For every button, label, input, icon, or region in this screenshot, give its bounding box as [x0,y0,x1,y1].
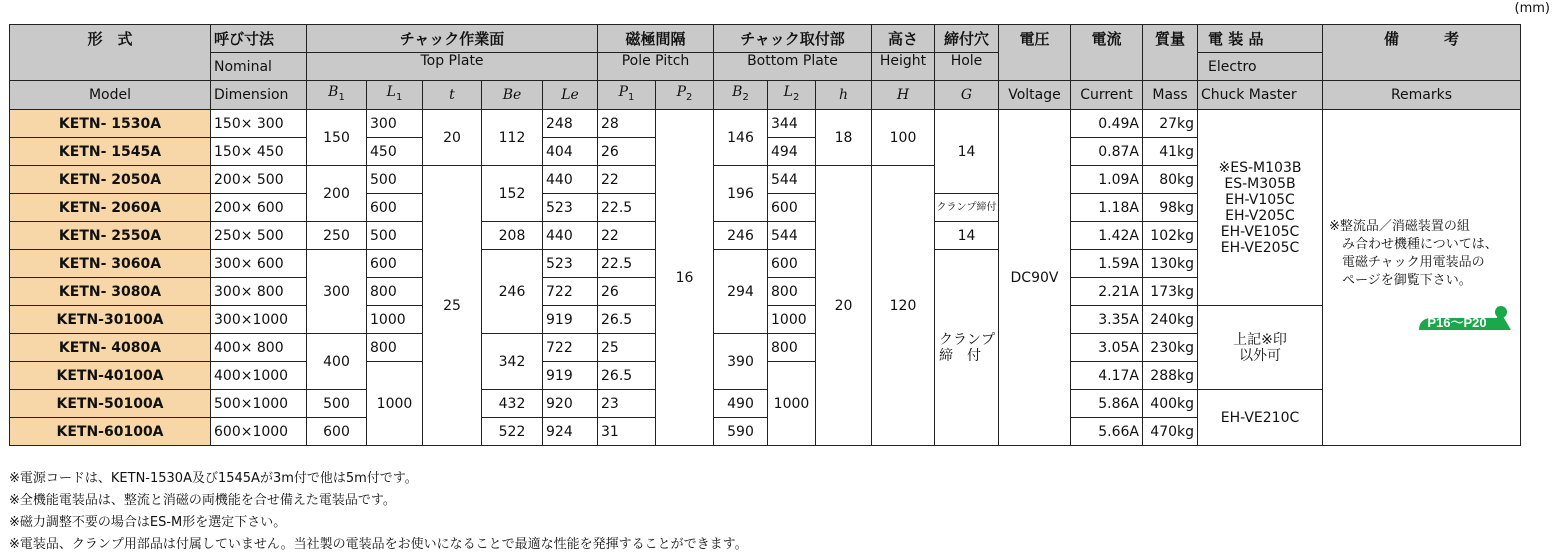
footnote: ※磁力調整不要の場合はES-M形を選定下さい。 [9,515,287,530]
be-cell: 246 [482,250,543,334]
footnote: ※全機能電装品は、整流と消磁の両機能を合せ備えた電装品です。 [9,493,396,508]
nominal-cell: 150× 450 [211,138,307,166]
p1-cell: 26 [598,278,656,306]
header-sym-b2: $B_2$ [714,81,768,110]
l1-cell: 450 [367,138,423,166]
nominal-cell: 300× 800 [211,278,307,306]
header-sym-H: H [872,81,935,110]
be-cell: 112 [482,110,543,166]
footnotes [9,468,748,556]
mass-cell: 98kg [1143,194,1198,222]
spec-table [9,24,1521,446]
le-cell: 440 [543,166,598,194]
b1-cell: 200 [307,166,367,222]
current-cell: 1.42A [1071,222,1143,250]
header-voltage-ja: 電圧 [999,25,1071,81]
header-sym-p2: $P_2$ [656,81,714,110]
hole-cell: 14 [935,110,999,194]
l1-cell: 600 [367,194,423,222]
mass-cell: 173kg [1143,278,1198,306]
b2-cell: 146 [714,110,768,166]
mass-cell: 400kg [1143,390,1198,418]
p1-cell: 23 [598,390,656,418]
le-cell: 523 [543,194,598,222]
be-cell: 152 [482,166,543,222]
p1-cell: 25 [598,334,656,362]
model-cell: KETN-40100A [10,362,211,390]
ec-item: EH-VE105C [1220,223,1300,240]
mass-cell: 41kg [1143,138,1198,166]
header-model-ja: 形 式 [10,25,211,81]
header-height-ja: 高さ [872,25,935,53]
mass-cell: 288kg [1143,362,1198,390]
model-cell: KETN- 3060A [10,250,211,278]
nominal-cell: 500×1000 [211,390,307,418]
current-cell: 1.09A [1071,166,1143,194]
l1-cell: 1000 [367,306,423,334]
current-cell: 3.05A [1071,334,1143,362]
header-top-plate-ja: チャック作業面 [307,25,598,53]
model-cell: KETN- 2060A [10,194,211,222]
p1-cell: 26 [598,138,656,166]
header-current-en: Current [1071,81,1143,110]
header-ec-ja: 電 装 品 [1198,25,1323,53]
voltage-cell: DC90V [999,110,1071,446]
b1-cell: 600 [307,418,367,446]
header-voltage-en: Voltage [999,81,1071,110]
ec-item: ES-M305B [1224,175,1296,192]
le-cell: 919 [543,306,598,334]
current-cell: 1.59A [1071,250,1143,278]
nominal-cell: 200× 500 [211,166,307,194]
ec-item: ※ES-M103B [1218,159,1302,176]
le-cell: 919 [543,362,598,390]
t-cell: 20 [423,110,482,166]
ec-group2-cell: 上記※印 以外可 [1198,306,1323,390]
current-cell: 5.86A [1071,390,1143,418]
header-ec-en1: Electro [1198,53,1323,81]
model-cell: KETN- 1530A [10,110,211,138]
model-cell: KETN- 2050A [10,166,211,194]
l1-cell: 800 [367,278,423,306]
l2-cell: 600 [768,250,816,278]
page-ref-badge[interactable] [1419,306,1511,330]
footnote: ※電源コードは、KETN-1530A及び1545Aが3m付で他は5m付です。 [9,471,418,486]
ec-item: EH-V205C [1225,207,1295,224]
b2-cell: 590 [714,418,768,446]
table-row [10,110,1521,138]
l2-cell: 800 [768,334,816,362]
header-sym-be: Be [482,81,543,110]
b2-cell: 390 [714,334,768,390]
l2-cell: 544 [768,166,816,194]
l2-cell: 544 [768,222,816,250]
p1-cell: 26.5 [598,362,656,390]
header-sym-t: t [423,81,482,110]
unit-label: (mm) [1514,1,1550,16]
b2-cell: 246 [714,222,768,250]
header-sym-l1: $L_1$ [367,81,423,110]
current-cell: 4.17A [1071,362,1143,390]
header-remarks-ja: 備 考 [1323,25,1521,81]
mass-cell: 230kg [1143,334,1198,362]
header-top-plate-en: Top Plate [307,53,598,81]
l2-cell: 800 [768,278,816,306]
header-mass-ja: 質量 [1143,25,1198,81]
mass-cell: 130kg [1143,250,1198,278]
p2-cell: 16 [656,110,714,446]
l1-cell: 300 [367,110,423,138]
l2-cell: 600 [768,194,816,222]
mass-cell: 470kg [1143,418,1198,446]
p1-cell: 22.5 [598,194,656,222]
b2-cell: 294 [714,250,768,334]
model-cell: KETN- 2550A [10,222,211,250]
hole-cell: クランプ締付 [935,194,999,222]
H-cell: 100 [872,110,935,166]
l1-cell: 1000 [367,362,423,446]
nominal-cell: 400× 800 [211,334,307,362]
ec-item: EH-V105C [1225,191,1295,208]
le-cell: 722 [543,278,598,306]
be-cell: 432 [482,390,543,418]
remarks-text: ※整流品／消磁装置の組 み合わせ機種については、 電磁チャック用電装品の ページを御覧下さい。 [1329,219,1498,288]
mass-cell: 27kg [1143,110,1198,138]
b1-cell: 500 [307,390,367,418]
header-pole-pitch-en: Pole Pitch [598,53,714,81]
le-cell: 924 [543,418,598,446]
H-cell: 120 [872,166,935,446]
header-current-ja: 電流 [1071,25,1143,81]
be-cell: 342 [482,334,543,390]
current-cell: 3.35A [1071,306,1143,334]
header-sym-l2: $L_2$ [768,81,816,110]
header-pole-pitch-ja: 磁極間隔 [598,25,714,53]
b1-cell: 300 [307,250,367,334]
le-cell: 523 [543,250,598,278]
t-cell: 25 [423,166,482,446]
nominal-cell: 200× 600 [211,194,307,222]
header-model-en: Model [10,81,211,110]
current-cell: 0.87A [1071,138,1143,166]
nominal-cell: 250× 500 [211,222,307,250]
current-cell: 2.21A [1071,278,1143,306]
header-sym-G: G [935,81,999,110]
model-cell: KETN-30100A [10,306,211,334]
header-mass-en: Mass [1143,81,1198,110]
b1-cell: 400 [307,334,367,390]
l1-cell: 500 [367,222,423,250]
model-cell: KETN- 4080A [10,334,211,362]
remarks-cell [1323,110,1521,446]
l2-cell: 1000 [768,362,816,446]
le-cell: 722 [543,334,598,362]
header-sym-le: Le [543,81,598,110]
hole-cell: 14 [935,222,999,250]
nominal-cell: 300×1000 [211,306,307,334]
ec-group3-cell: EH-VE210C [1198,390,1323,446]
nominal-cell: 600×1000 [211,418,307,446]
p1-cell: 28 [598,110,656,138]
l2-cell: 1000 [768,306,816,334]
be-cell: 522 [482,418,543,446]
model-cell: KETN- 3080A [10,278,211,306]
p1-cell: 22 [598,222,656,250]
footnote: ※電装品、クランプ用部品は付属していません。当社製の電装品をお使いになることで最適な性能を発揮することができます。 [9,537,748,552]
nominal-cell: 150× 300 [211,110,307,138]
p1-cell: 22 [598,166,656,194]
h-cell: 18 [816,110,872,166]
le-cell: 404 [543,138,598,166]
model-cell: KETN-50100A [10,390,211,418]
p1-cell: 26.5 [598,306,656,334]
l1-cell: 600 [367,250,423,278]
ec-group1-cell [1198,110,1323,306]
header-remarks-en: Remarks [1323,81,1521,110]
header-height-en: Height [872,53,935,81]
l1-cell: 500 [367,166,423,194]
b1-cell: 250 [307,222,367,250]
h-cell: 20 [816,166,872,446]
header-hole-en: Hole [935,53,999,81]
model-cell: KETN- 1545A [10,138,211,166]
nominal-cell: 300× 600 [211,250,307,278]
be-cell: 208 [482,222,543,250]
hole-cell: クランプ 締 付 [935,250,999,446]
l2-cell: 494 [768,138,816,166]
header-ec-en2: Chuck Master [1198,81,1323,110]
b2-cell: 196 [714,166,768,222]
table-row [10,390,1521,418]
le-cell: 248 [543,110,598,138]
p1-cell: 22.5 [598,250,656,278]
current-cell: 0.49A [1071,110,1143,138]
b1-cell: 150 [307,110,367,166]
mass-cell: 80kg [1143,166,1198,194]
header-nominal-en1: Nominal [211,53,307,81]
mass-cell: 240kg [1143,306,1198,334]
svg-text:P16～P20: P16～P20 [1427,315,1487,330]
header-sym-h: h [816,81,872,110]
le-cell: 920 [543,390,598,418]
header-nominal-en2: Dimension [211,81,307,110]
header-sym-p1: $P_1$ [598,81,656,110]
mass-cell: 102kg [1143,222,1198,250]
header-bottom-plate-ja: チャック取付部 [714,25,872,53]
current-cell: 1.18A [1071,194,1143,222]
b2-cell: 490 [714,390,768,418]
current-cell: 5.66A [1071,418,1143,446]
p1-cell: 31 [598,418,656,446]
nominal-cell: 400×1000 [211,362,307,390]
model-cell: KETN-60100A [10,418,211,446]
header-bottom-plate-en: Bottom Plate [714,53,872,81]
header-hole-ja: 締付穴 [935,25,999,53]
l2-cell: 344 [768,110,816,138]
l1-cell: 800 [367,334,423,362]
header-sym-b1: $B_1$ [307,81,367,110]
header-nominal-ja: 呼び寸法 [211,25,307,53]
ec-item: EH-VE205C [1220,239,1300,256]
le-cell: 440 [543,222,598,250]
